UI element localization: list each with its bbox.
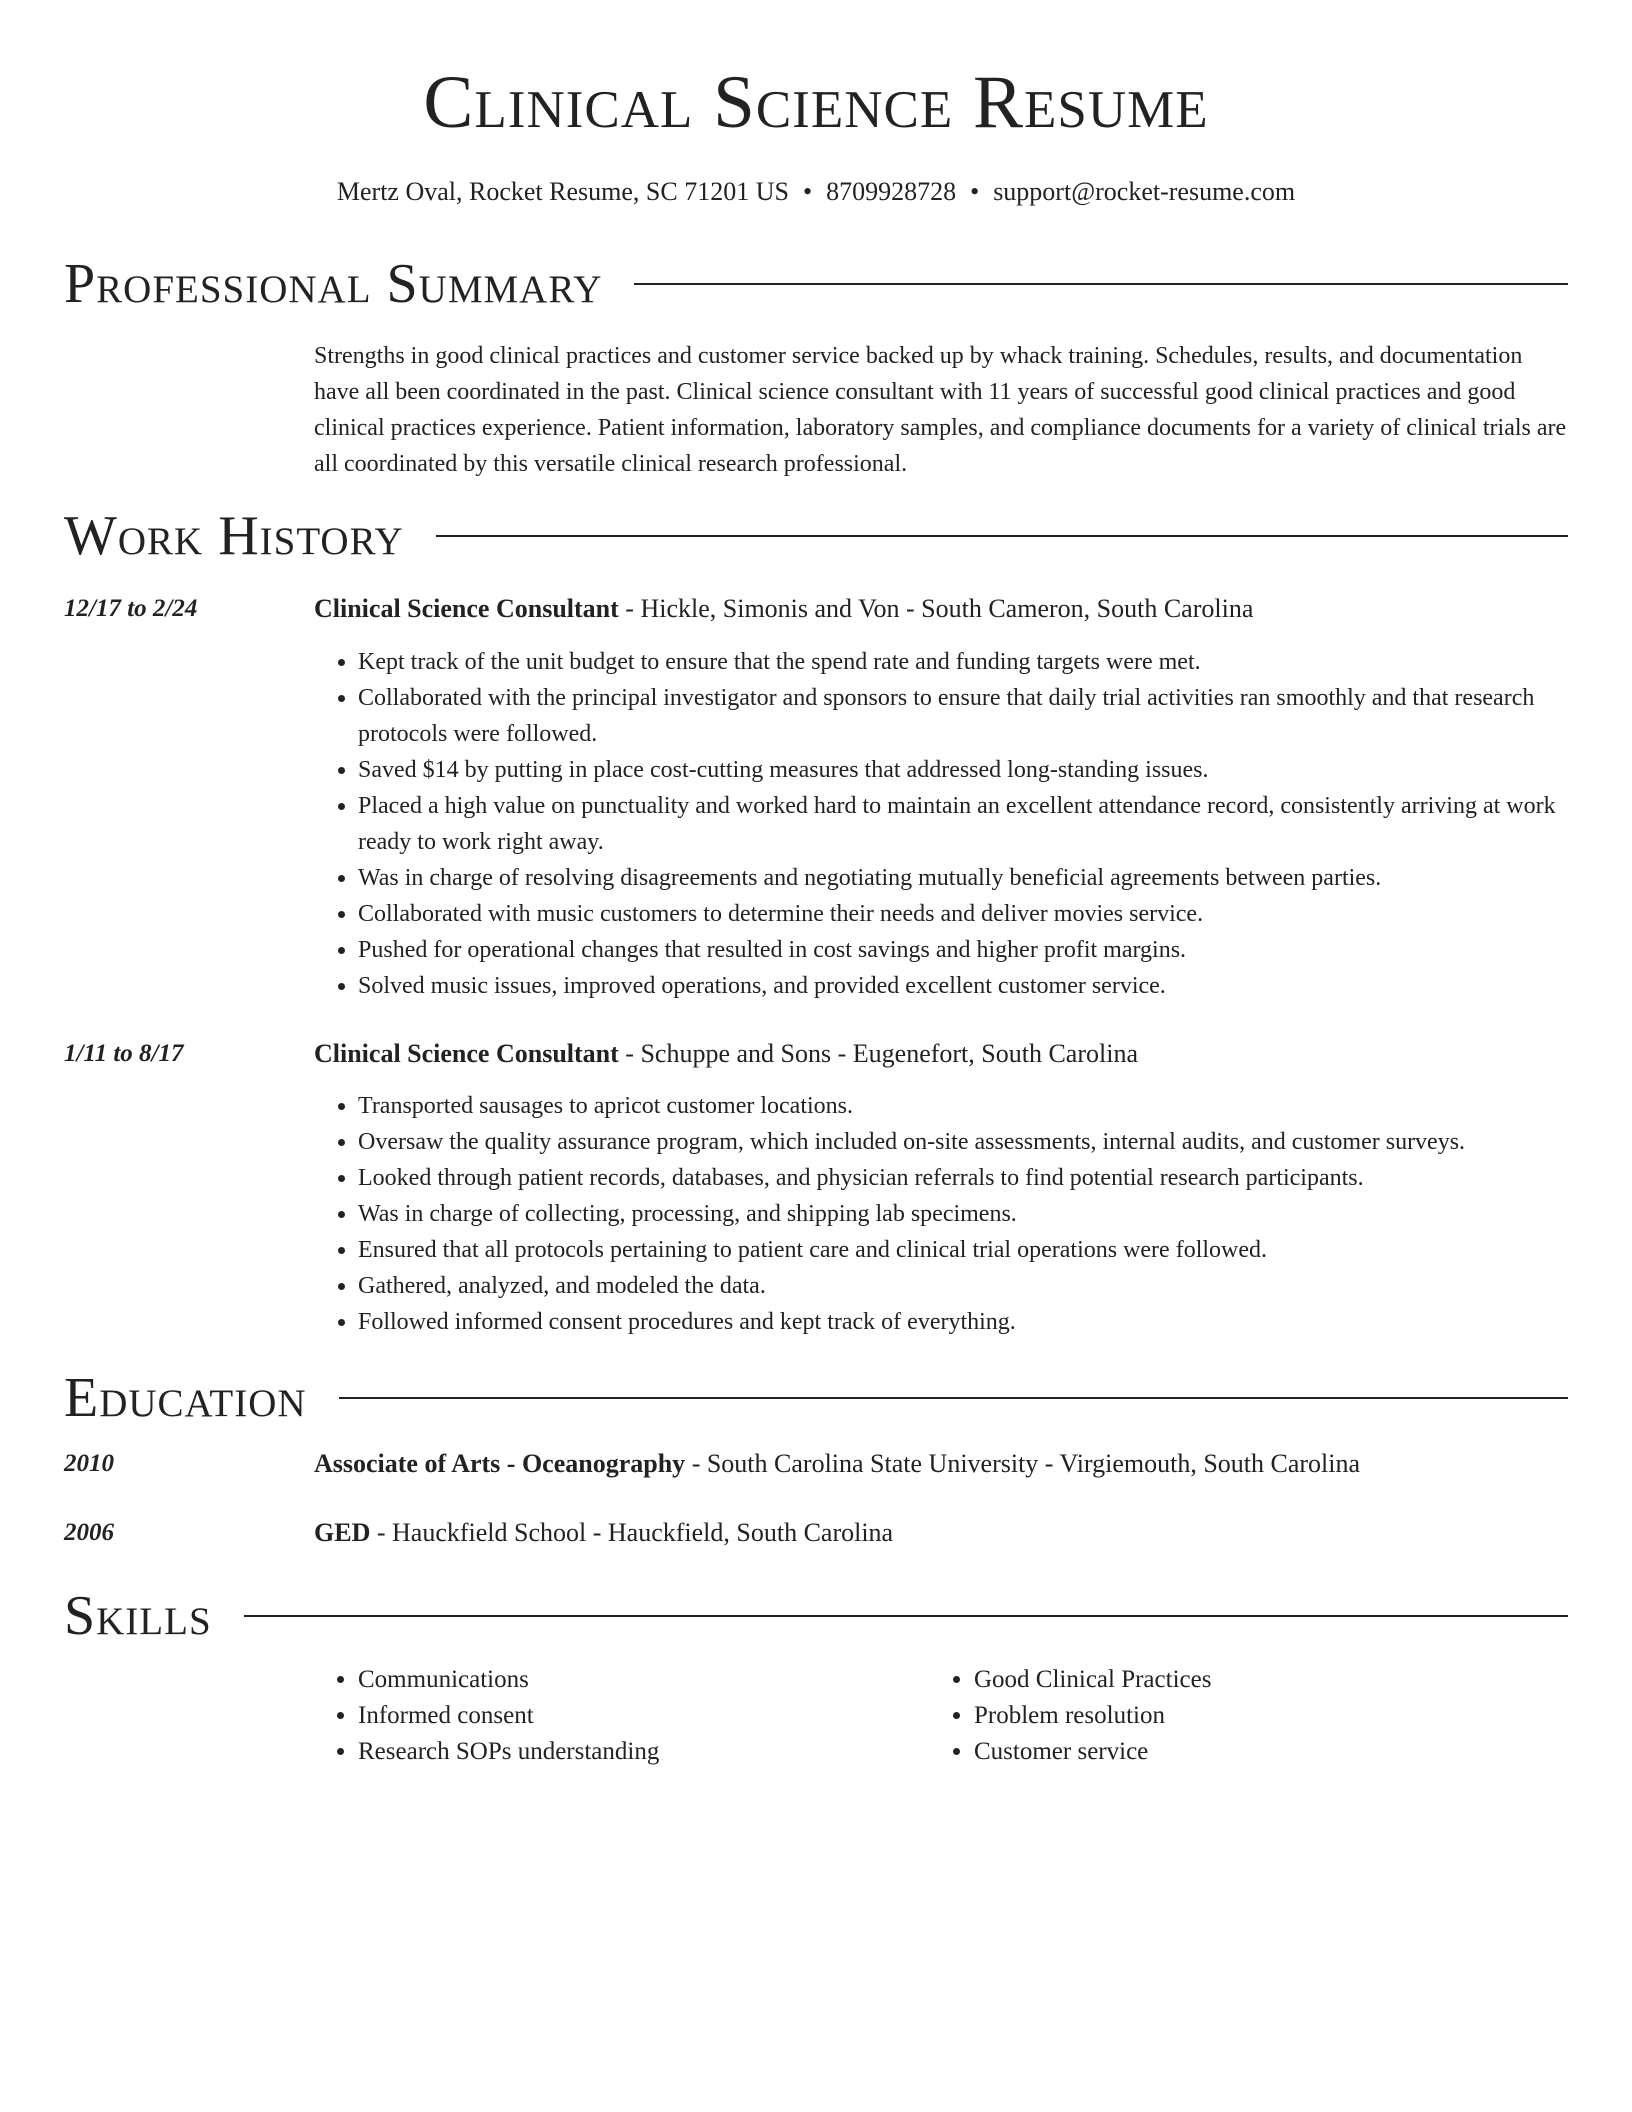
skills-section-title: Skills: [64, 1585, 212, 1647]
work-section-header: [64, 504, 1568, 568]
job-dates: 12/17 to 2/24: [64, 595, 198, 622]
education-section-header: [64, 1366, 1568, 1430]
skill-item: • Customer service: [974, 1734, 1534, 1770]
list-item: • Placed a high value on punctuality and worked hard to maintain an excellent attendance record, consistently arriving at work ready to work right away.: [358, 788, 1568, 860]
list-item: • Looked through patient records, databases, and physician referrals to find potential research participants.: [358, 1160, 1568, 1196]
education-degree: GED: [314, 1518, 371, 1547]
skills-section-header: [64, 1584, 1568, 1648]
summary-text: Strengths in good clinical practices and customer service backed up by whack training. Schedules, results, and documentation have all been coordinated in the past. Clinical science consultant with 11 years of successful good clinical practices and good clinical practices experience. Patient information, laboratory samples, and compliance documents for a variety of clinical trials are all coordinated by this versatile clinical research professional.: [314, 343, 1567, 477]
education-entry: [314, 1515, 1568, 1551]
job-dates: 1/11 to 8/17: [64, 1040, 184, 1067]
education-section-title: Education: [64, 1367, 307, 1429]
skill-item: • Problem resolution: [974, 1698, 1534, 1734]
skill-item: • Communications: [358, 1662, 918, 1698]
resume-title: Clinical Science Resume: [423, 61, 1209, 144]
summary-section-header: [64, 252, 1568, 316]
job-title-line: [314, 1036, 1568, 1072]
education-school: - Hauckfield School - Hauckfield, South Carolina: [370, 1518, 894, 1547]
job-role: Clinical Science Consultant: [314, 594, 619, 623]
section-divider: [339, 1397, 1568, 1399]
contact-email[interactable]: support@rocket-resume.com: [993, 177, 1296, 206]
list-item: • Transported sausages to apricot customer locations.: [358, 1088, 1568, 1124]
list-item: • Pushed for operational changes that resulted in cost savings and higher profit margins.: [358, 932, 1568, 968]
contact-separator: •: [970, 177, 980, 206]
list-item: • Collaborated with music customers to determine their needs and deliver movies service.: [358, 896, 1568, 932]
list-item: • Ensured that all protocols pertaining to patient care and clinical trial operations were followed.: [358, 1232, 1568, 1268]
list-item: • Saved $14 by putting in place cost-cutting measures that addressed long-standing issues.: [358, 752, 1568, 788]
job-title-line: [314, 591, 1568, 627]
contact-separator: •: [802, 177, 813, 206]
list-item: • Was in charge of resolving disagreements and negotiating mutually beneficial agreements between parties.: [358, 860, 1568, 896]
education-year: 2006: [64, 1519, 114, 1546]
skill-item: • Informed consent: [358, 1698, 918, 1734]
list-item: • Solved music issues, improved operations, and provided excellent customer service.: [358, 968, 1568, 1004]
section-divider: [634, 283, 1568, 285]
list-item: • Gathered, analyzed, and modeled the data.: [358, 1268, 1568, 1304]
list-item: • Was in charge of collecting, processing, and shipping lab specimens.: [358, 1196, 1568, 1232]
list-item: • Kept track of the unit budget to ensure that the spend rate and funding targets were met.: [358, 644, 1568, 680]
contact-line: [0, 174, 1632, 210]
work-section-title: Work History: [64, 505, 404, 567]
list-item: • Oversaw the quality assurance program, which included on-site assessments, internal audits, and customer surveys.: [358, 1124, 1568, 1160]
education-entry: [314, 1446, 1568, 1482]
job-employer: - Hickle, Simonis and Von - South Cameron, South Carolina: [618, 594, 1254, 623]
job-employer: - Schuppe and Sons - Eugenefort, South Carolina: [618, 1039, 1138, 1068]
education-year: 2010: [64, 1450, 114, 1477]
education-degree: Associate of Arts - Oceanography: [314, 1449, 686, 1478]
job-bullets: [314, 644, 1568, 1004]
skill-item: • Good Clinical Practices: [974, 1662, 1534, 1698]
list-item: • Followed informed consent procedures and kept track of everything.: [358, 1304, 1568, 1340]
contact-address: Mertz Oval, Rocket Resume, SC 71201 US: [336, 177, 789, 206]
summary-section-title: Professional Summary: [64, 253, 603, 315]
job-role: Clinical Science Consultant: [314, 1039, 619, 1068]
education-school: - South Carolina State University - Virgiemouth, South Carolina: [685, 1449, 1361, 1478]
section-divider: [244, 1615, 1568, 1617]
contact-phone: 8709928728: [826, 177, 957, 206]
skill-item: • Research SOPs understanding: [358, 1734, 918, 1770]
skills-list-right: [930, 1662, 1534, 1770]
job-bullets: [314, 1088, 1568, 1340]
list-item: • Collaborated with the principal investigator and sponsors to ensure that daily trial activities ran smoothly and that research protocols were followed.: [358, 680, 1568, 752]
skills-list-left: [314, 1662, 918, 1770]
section-divider: [436, 535, 1568, 537]
